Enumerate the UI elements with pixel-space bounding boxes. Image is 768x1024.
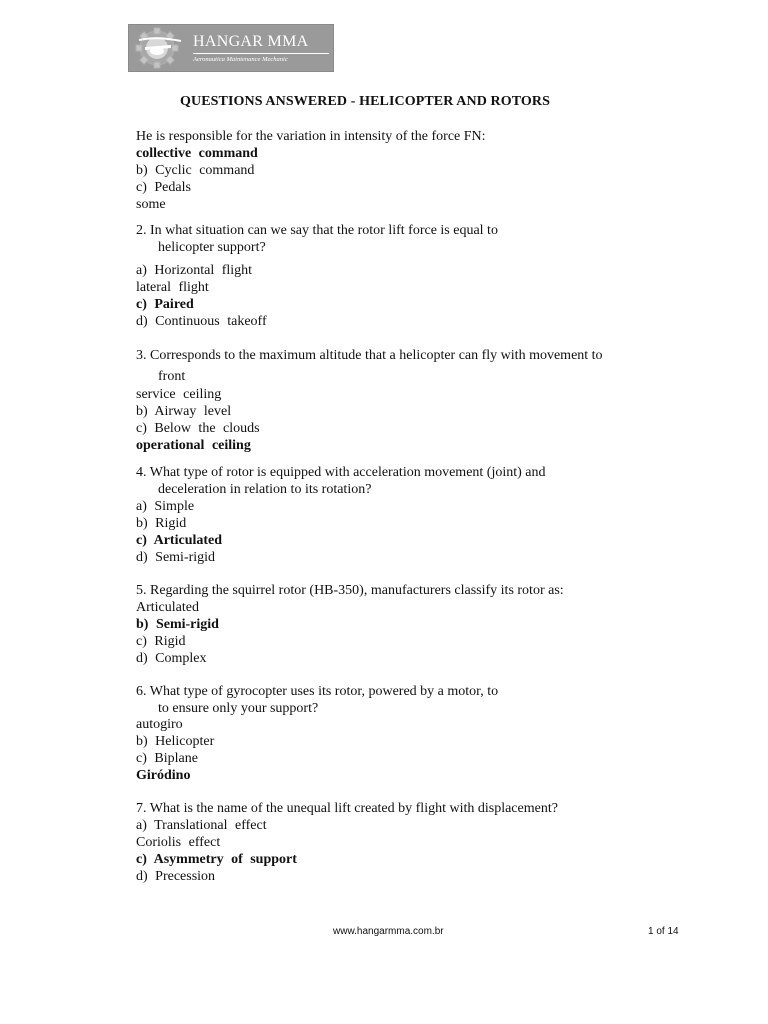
question-1-option-d: some (136, 197, 166, 212)
question-2-text-line-2: helicopter support? (158, 240, 266, 255)
question-3-text-line-2: front (158, 369, 186, 384)
question-4-option-d: d) Semi-rigid (136, 550, 216, 565)
logo-divider (193, 53, 329, 54)
hangar-mma-logo (128, 24, 334, 72)
question-3-answer-correct: operational ceiling (136, 438, 251, 453)
question-6-option-b: b) Helicopter (136, 734, 215, 749)
question-7-option-d: d) Precession (136, 869, 216, 884)
question-3-option-b: b) Airway level (136, 404, 232, 419)
question-text-line: He is responsible for the variation in intensity of the force FN: (136, 129, 486, 144)
question-1-text (136, 128, 560, 145)
question-7-option-a: a) Translational effect (136, 818, 267, 833)
question-6-answer-correct: Giródino (136, 768, 191, 783)
question-1-option-c: c) Pedals (136, 180, 191, 195)
logo-name: HANGAR MMA (193, 33, 309, 50)
question-2-answer-correct: c) Paired (136, 297, 194, 312)
question-4-option-a: a) Simple (136, 499, 195, 514)
question-6-text-line-1: 6. What type of gyrocopter uses its rotor, powered by a motor, to (136, 684, 499, 699)
question-4-option-b: b) Rigid (136, 516, 187, 531)
footer-url: www.hangarmma.com.br (333, 926, 444, 937)
question-1-option-b: b) Cyclic command (136, 163, 255, 178)
question-3-text-line-1: 3. Corresponds to the maximum altitude that a helicopter can fly with movement to (136, 348, 603, 363)
question-5-option-c: c) Rigid (136, 634, 186, 649)
page-number: 1 of 14 (648, 926, 679, 937)
logo-subtitle: Aeronautica Maintenance Mechanic (193, 56, 288, 63)
question-3-option-a: service ceiling (136, 387, 222, 402)
question-4-text-line-1: 4. What type of rotor is equipped with acceleration movement (joint) and (136, 465, 546, 480)
question-2-option-b: lateral flight (136, 280, 209, 295)
question-6-option-c: c) Biplane (136, 751, 198, 766)
question-4-answer-correct: c) Articulated (136, 533, 223, 548)
question-7-text: 7. What is the name of the unequal lift created by flight with displacement? (136, 801, 558, 816)
question-6-text-line-2: to ensure only your support? (158, 701, 319, 716)
question-5-text: 5. Regarding the squirrel rotor (HB-350), manufacturers classify its rotor as: (136, 583, 564, 598)
question-2-text-line-1: 2. In what situation can we say that the rotor lift force is equal to (136, 223, 498, 238)
question-1-answer-correct: collective command (136, 146, 258, 161)
document-title: QUESTIONS ANSWERED - HELICOPTER AND ROTORS (180, 94, 550, 109)
question-4-text-line-2: deceleration in relation to its rotation? (158, 482, 372, 497)
question-7-option-b: Coriolis effect (136, 835, 221, 850)
question-5-option-d: d) Complex (136, 651, 207, 666)
question-2-option-a: a) Horizontal flight (136, 263, 253, 278)
question-3-option-c: c) Below the clouds (136, 421, 260, 436)
question-7-answer-correct: c) Asymmetry of support (136, 852, 297, 867)
gear-helicopter-emblem-icon (131, 26, 189, 70)
question-2-option-d: d) Continuous takeoff (136, 314, 267, 329)
question-6-option-a: autogiro (136, 717, 183, 732)
question-5-option-a: Articulated (136, 600, 199, 615)
question-5-answer-correct: b) Semi-rigid (136, 617, 219, 632)
